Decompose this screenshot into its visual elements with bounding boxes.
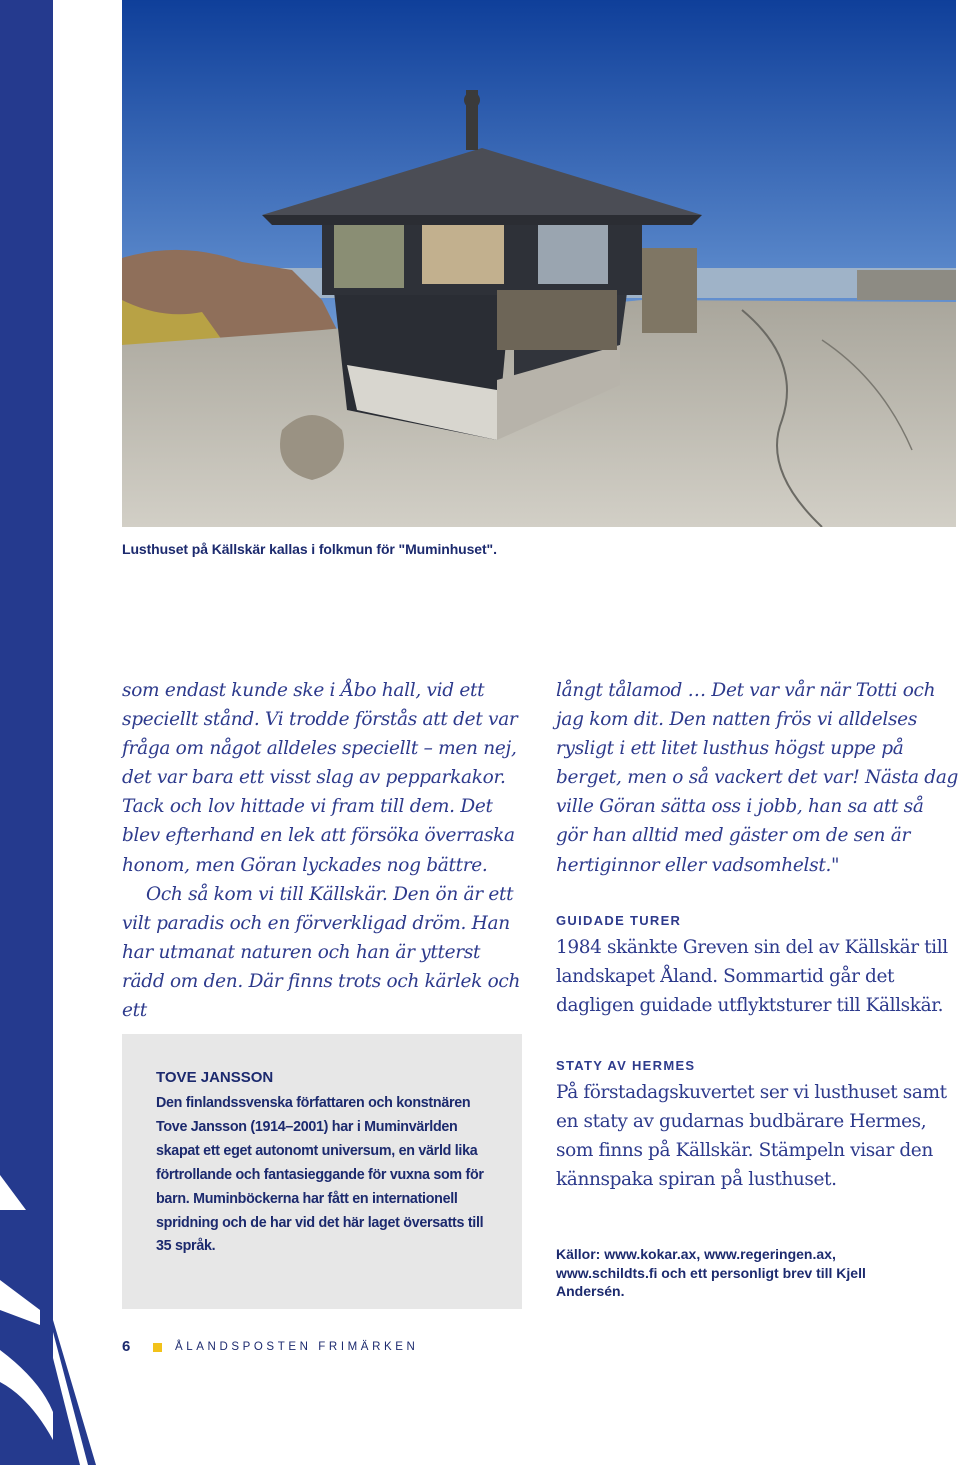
photo-caption: Lusthuset på Källskär kallas i folkmun för "Muminhuset".	[122, 541, 497, 557]
staty-av-hermes-text: På förstadagskuvertet ser vi lusthuset samt en staty av gudarnas budbärare Hermes, som finns på Källskär. Stämpeln visar den kännspaka spiran på lusthuset.	[556, 1082, 947, 1190]
footer-publication: ÅLANDSPOSTEN FRIMÄRKEN	[175, 1341, 419, 1353]
aland-post-logo-graphic	[0, 1150, 130, 1465]
article-paragraph: Och så kom vi till Källskär. Den ön är ett vilt paradis och en förverkligad dröm. Han har utmanat naturen och han är ytterst rädd om den. Där finns trots och kärlek och ett	[122, 883, 521, 1022]
footer-square-icon	[153, 1343, 162, 1352]
sources-text: Källor: www.kokar.ax, www.regeringen.ax, www.schildts.fi och ett personligt brev till Kjell Andersén.	[556, 1246, 866, 1299]
section-heading-staty-av-hermes: STATY AV HERMES	[556, 1058, 696, 1073]
article-left-column	[122, 676, 522, 1025]
info-box-title: TOVE JANSSON	[156, 1069, 274, 1086]
info-box-body: Den finlandssvenska författaren och konstnären Tove Jansson (1914–2001) har i Muminvärlden skapat ett eget autonomt universum, en värld lika förtrollande och fantasieggande för vuxna som för barn. Muminböckerna har fått en internationell spridning och de har vid det här laget översatts till 35 språk.	[156, 1095, 484, 1255]
page-number: 6	[122, 1338, 131, 1355]
gazebo-photo	[122, 0, 956, 527]
article-paragraph: som endast kunde ske i Åbo hall, vid ett speciellt stånd. Vi trodde förstås att det var fråga om något alldeles speciellt – men nej, det var bara ett visst slag av pepparkakor. Tack och lov hittade vi fram till dem. Det blev efterhand en lek att försöka överraska honom, men Göran lyckades nog bättre.	[122, 680, 518, 876]
section-heading-guidade-turer: GUIDADE TURER	[556, 913, 682, 928]
article-paragraph: långt tålamod … Det var vår när Totti och jag kom dit. Den natten frös vi alldelses rysligt i ett litet lusthus högst uppe på berget, men o så vackert det var! Nästa dag ville Göran sätta oss i jobb, han sa att så gör han alltid med gäster om de sen är hertiginnor eller vadsomhelst."	[556, 680, 959, 876]
guidade-turer-text: 1984 skänkte Greven sin del av Källskär till landskapet Åland. Sommartid går det dagligen guidade utflyktsturer till Källskär.	[556, 937, 948, 1016]
article-right-column	[556, 676, 960, 880]
